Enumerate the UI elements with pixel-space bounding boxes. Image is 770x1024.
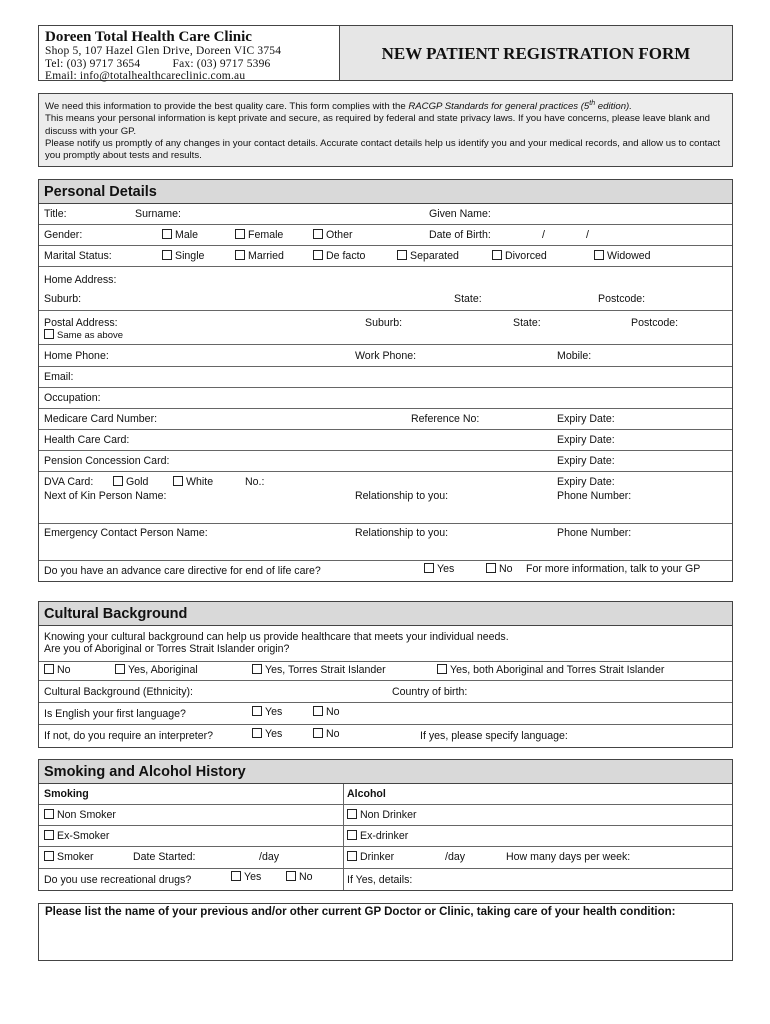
- column-divider: [343, 784, 344, 804]
- row-health-care: [39, 430, 732, 451]
- advance-care-yes-option[interactable]: [424, 563, 454, 575]
- white-checkbox[interactable]: [173, 476, 183, 486]
- marital-widowed-option[interactable]: [594, 250, 651, 262]
- english-yes-label: Yes: [265, 706, 283, 718]
- gold-checkbox[interactable]: [113, 476, 123, 486]
- intro-line-1: [45, 98, 726, 113]
- origin-both-option[interactable]: [437, 664, 664, 676]
- row-home-address: [39, 267, 732, 311]
- row-pension: [39, 451, 732, 472]
- column-divider: [343, 869, 344, 890]
- smoking-alcohol-section: [38, 759, 733, 891]
- postal-state-field[interactable]: State:: [513, 317, 541, 329]
- gender-label: Gender:: [44, 229, 83, 241]
- interpreter-label: If not, do you require an interpreter?: [44, 730, 214, 742]
- female-checkbox[interactable]: [235, 229, 245, 239]
- surname-field[interactable]: Surname:: [135, 208, 181, 220]
- smoker-label: Smoker: [57, 851, 94, 863]
- non-smoker-option[interactable]: [44, 809, 116, 821]
- intro-line-1-text: We need this information to provide the best quality care. This form complies with the: [45, 101, 409, 113]
- english-yes-checkbox[interactable]: [252, 706, 262, 716]
- work-phone-field[interactable]: Work Phone:: [355, 350, 417, 362]
- widowed-checkbox[interactable]: [594, 250, 604, 260]
- row-ex-smoker: [39, 826, 732, 847]
- drinker-label: Drinker: [360, 851, 395, 863]
- smoking-per-day-field[interactable]: /day: [259, 851, 280, 863]
- medicare-expiry-field[interactable]: Expiry Date:: [557, 413, 615, 425]
- smoker-checkbox[interactable]: [44, 851, 54, 861]
- drugs-yes-option[interactable]: [231, 871, 261, 883]
- dva-expiry-field[interactable]: Expiry Date:: [557, 476, 615, 488]
- single-label: Single: [175, 250, 205, 262]
- personal-details-section: [38, 179, 733, 582]
- row-emergency-contact: [39, 524, 732, 561]
- non-smoker-label: Non Smoker: [57, 809, 116, 821]
- origin-aboriginal-checkbox[interactable]: [115, 664, 125, 674]
- date-started-field[interactable]: Date Started:: [133, 851, 196, 863]
- interpreter-no-option[interactable]: [313, 728, 340, 740]
- origin-aboriginal-option[interactable]: [115, 664, 198, 676]
- origin-both-checkbox[interactable]: [437, 664, 447, 674]
- language-field[interactable]: If yes, please specify language:: [420, 730, 568, 742]
- row-smoking-heads: [39, 784, 732, 805]
- emergency-contact-field[interactable]: Emergency Contact Person Name:: [44, 527, 208, 539]
- english-no-checkbox[interactable]: [313, 706, 323, 716]
- origin-aboriginal-label: Yes, Aboriginal: [128, 664, 198, 676]
- clinic-tel: Tel: (03) 9717 3654: [45, 57, 141, 70]
- days-per-week-field[interactable]: How many days per week:: [506, 851, 631, 863]
- form-title: NEW PATIENT REGISTRATION FORM: [381, 44, 691, 63]
- given-name-field[interactable]: Given Name:: [429, 208, 491, 220]
- drugs-yes-label: Yes: [244, 871, 262, 883]
- separated-label: Separated: [410, 250, 459, 262]
- marital-married-option[interactable]: [235, 250, 284, 262]
- column-divider: [343, 826, 344, 846]
- row-cultural-intro: [39, 626, 732, 662]
- interpreter-yes-option[interactable]: [252, 728, 282, 740]
- advance-care-yes-checkbox[interactable]: [424, 563, 434, 573]
- dob-field[interactable]: Date of Birth:: [429, 229, 491, 241]
- row-smoker: [39, 847, 732, 869]
- postcode-field[interactable]: Postcode:: [598, 293, 646, 305]
- row-origin-options: [39, 662, 732, 681]
- row-advance-care: [39, 561, 732, 581]
- marital-single-option[interactable]: [162, 250, 204, 262]
- intro-standards: [408, 101, 632, 112]
- row-dva: [39, 472, 732, 489]
- intro-standards-text: RACGP Standards for general practices (5: [408, 101, 590, 113]
- drugs-no-label: No: [299, 871, 313, 883]
- clinic-address: Shop 5, 107 Hazel Glen Drive, Doreen VIC 3754: [45, 45, 282, 57]
- widowed-label: Widowed: [607, 250, 651, 262]
- divorced-checkbox[interactable]: [492, 250, 502, 260]
- advance-care-info: For more information, talk to your GP: [526, 563, 701, 575]
- origin-no-label: No: [57, 664, 71, 676]
- postal-suburb-field[interactable]: Suburb:: [365, 317, 403, 329]
- origin-no-checkbox[interactable]: [44, 664, 54, 674]
- kin-phone-field[interactable]: Phone Number:: [557, 490, 632, 502]
- row-medicare: [39, 409, 732, 430]
- defacto-checkbox[interactable]: [313, 250, 323, 260]
- marital-separated-option[interactable]: [397, 250, 459, 262]
- advance-care-yes-label: Yes: [437, 563, 455, 575]
- other-label: Other: [326, 229, 353, 241]
- interpreter-yes-label: Yes: [265, 728, 283, 740]
- section-title-smoking: Smoking and Alcohol History: [39, 760, 732, 784]
- advance-care-label: Do you have an advance care directive for end of life care?: [44, 565, 321, 577]
- intro-line-2: This means your personal information is kept private and secure, as required by federal and state privacy laws. If you have concerns, please leave blank and discuss with your GP.: [45, 113, 710, 137]
- health-care-card-field[interactable]: Health Care Card:: [44, 434, 130, 446]
- drugs-no-option[interactable]: [286, 871, 313, 883]
- drugs-no-checkbox[interactable]: [286, 871, 296, 881]
- divorced-label: Divorced: [505, 250, 547, 262]
- alcohol-heading: Alcohol: [347, 788, 386, 800]
- cultural-background-section: [38, 601, 733, 748]
- intro-line-3: Please notify us promptly of any changes in your contact details. Accurate contact details help us identify you and your medical records, and allow us to contact you promptly about tests and results.: [45, 137, 721, 161]
- defacto-label: De facto: [326, 250, 366, 262]
- same-as-above-checkbox[interactable]: [44, 329, 54, 339]
- row-phones: [39, 345, 732, 367]
- emergency-phone-field[interactable]: Phone Number:: [557, 527, 632, 539]
- title-field[interactable]: Title:: [44, 208, 67, 220]
- dva-white-option[interactable]: [173, 476, 213, 488]
- dob-slash-2: /: [586, 229, 589, 241]
- interpreter-no-checkbox[interactable]: [313, 728, 323, 738]
- row-non-smoker: [39, 805, 732, 826]
- row-name: [39, 204, 732, 225]
- drinker-option[interactable]: [347, 851, 394, 863]
- origin-torres-option[interactable]: [252, 664, 386, 676]
- gender-other-option[interactable]: [313, 229, 353, 241]
- cultural-intro-1: Knowing your cultural background can help us provide healthcare that meets your individual needs.: [44, 631, 509, 643]
- married-label: Married: [248, 250, 284, 262]
- emergency-relationship-field[interactable]: Relationship to you:: [355, 527, 449, 539]
- same-as-above-option[interactable]: [44, 329, 123, 341]
- ex-drinker-label: Ex-drinker: [360, 830, 409, 842]
- marital-divorced-option[interactable]: [492, 250, 547, 262]
- origin-torres-label: Yes, Torres Strait Islander: [265, 664, 386, 676]
- non-smoker-checkbox[interactable]: [44, 809, 54, 819]
- next-of-kin-field[interactable]: Next of Kin Person Name:: [44, 490, 167, 502]
- drugs-details-field[interactable]: If Yes, details:: [347, 874, 413, 886]
- smoking-heading: Smoking: [44, 788, 89, 800]
- ex-smoker-option[interactable]: [44, 830, 109, 842]
- clinic-email: Email: info@totalhealthcareclinic.com.au: [45, 70, 246, 82]
- row-drugs: [39, 869, 732, 890]
- previous-gp-field[interactable]: [38, 903, 733, 961]
- occupation-field[interactable]: Occupation:: [44, 392, 101, 404]
- row-marital: [39, 246, 732, 267]
- dob-slash-1: /: [542, 229, 545, 241]
- other-checkbox[interactable]: [313, 229, 323, 239]
- form-title-box: [339, 25, 733, 81]
- state-field[interactable]: State:: [454, 293, 482, 305]
- row-next-of-kin: [39, 489, 732, 524]
- column-divider: [343, 805, 344, 825]
- row-gender: [39, 225, 732, 246]
- married-checkbox[interactable]: [235, 250, 245, 260]
- home-address-field[interactable]: Home Address:: [44, 274, 117, 286]
- gender-male-option[interactable]: [162, 229, 198, 241]
- female-label: Female: [248, 229, 284, 241]
- gold-label: Gold: [126, 476, 149, 488]
- non-drinker-checkbox[interactable]: [347, 809, 357, 819]
- row-occupation: [39, 388, 732, 409]
- advance-care-no-option[interactable]: [486, 563, 513, 575]
- marital-label: Marital Status:: [44, 250, 112, 262]
- pension-expiry-field[interactable]: Expiry Date:: [557, 455, 615, 467]
- interpreter-no-label: No: [326, 728, 340, 740]
- suburb-field[interactable]: Suburb:: [44, 293, 82, 305]
- origin-torres-checkbox[interactable]: [252, 664, 262, 674]
- origin-both-label: Yes, both Aboriginal and Torres Strait Islander: [450, 664, 665, 676]
- non-drinker-option[interactable]: [347, 809, 417, 821]
- advance-care-no-label: No: [499, 563, 513, 575]
- single-checkbox[interactable]: [162, 250, 172, 260]
- email-field[interactable]: Email:: [44, 371, 74, 383]
- dva-number-field[interactable]: No.:: [245, 476, 265, 488]
- advance-care-no-checkbox[interactable]: [486, 563, 496, 573]
- non-drinker-label: Non Drinker: [360, 809, 417, 821]
- clinic-phone-fax: [45, 58, 334, 71]
- section-title-personal: Personal Details: [39, 180, 732, 204]
- home-phone-field[interactable]: Home Phone:: [44, 350, 109, 362]
- drugs-yes-checkbox[interactable]: [231, 871, 241, 881]
- clinic-name: Doreen Total Health Care Clinic: [45, 29, 252, 45]
- pension-card-field[interactable]: Pension Concession Card:: [44, 455, 170, 467]
- kin-relationship-field[interactable]: Relationship to you:: [355, 490, 449, 502]
- previous-gp-label: Please list the name of your previous and/or other current GP Doctor or Clinic, taking care of your health condition:: [45, 906, 676, 918]
- intro-notice: [38, 93, 733, 167]
- english-no-option[interactable]: [313, 706, 340, 718]
- interpreter-yes-checkbox[interactable]: [252, 728, 262, 738]
- english-yes-option[interactable]: [252, 706, 282, 718]
- drinker-checkbox[interactable]: [347, 851, 357, 861]
- ethnicity-field[interactable]: Cultural Background (Ethnicity):: [44, 686, 193, 698]
- mobile-field[interactable]: Mobile:: [557, 350, 592, 362]
- male-checkbox[interactable]: [162, 229, 172, 239]
- health-care-expiry-field[interactable]: Expiry Date:: [557, 434, 615, 446]
- medicare-field[interactable]: Medicare Card Number:: [44, 413, 158, 425]
- drinking-per-day-field[interactable]: /day: [445, 851, 466, 863]
- dva-label: DVA Card:: [44, 476, 94, 488]
- white-label: White: [186, 476, 214, 488]
- column-divider: [343, 847, 344, 868]
- dva-gold-option[interactable]: [113, 476, 148, 488]
- clinic-fax: Fax: (03) 9717 5396: [172, 57, 271, 70]
- cultural-intro-2: Are you of Aboriginal or Torres Strait Islander origin?: [44, 643, 290, 655]
- origin-no-option[interactable]: [44, 664, 71, 676]
- same-as-above-label: Same as above: [57, 330, 124, 341]
- section-title-cultural: Cultural Background: [39, 602, 732, 626]
- drugs-label: Do you use recreational drugs?: [44, 874, 192, 886]
- male-label: Male: [175, 229, 198, 241]
- ex-smoker-label: Ex-Smoker: [57, 830, 110, 842]
- row-english: [39, 703, 732, 725]
- ex-drinker-option[interactable]: [347, 830, 408, 842]
- row-ethnicity: [39, 681, 732, 703]
- ex-smoker-checkbox[interactable]: [44, 830, 54, 840]
- smoker-option[interactable]: [44, 851, 94, 863]
- english-label: Is English your first language?: [44, 708, 186, 720]
- separated-checkbox[interactable]: [397, 250, 407, 260]
- marital-defacto-option[interactable]: [313, 250, 365, 262]
- intro-standards-end: edition).: [595, 101, 632, 113]
- row-email: [39, 367, 732, 388]
- country-of-birth-field[interactable]: Country of birth:: [392, 686, 468, 698]
- intro-sup: th: [589, 100, 596, 107]
- ex-drinker-checkbox[interactable]: [347, 830, 357, 840]
- clinic-details: [38, 25, 340, 81]
- row-postal-address: [39, 311, 732, 345]
- reference-field[interactable]: Reference No:: [411, 413, 480, 425]
- english-no-label: No: [326, 706, 340, 718]
- postal-address-field[interactable]: Postal Address:: [44, 317, 118, 329]
- postal-postcode-field[interactable]: Postcode:: [631, 317, 679, 329]
- gender-female-option[interactable]: [235, 229, 283, 241]
- row-interpreter: [39, 725, 732, 747]
